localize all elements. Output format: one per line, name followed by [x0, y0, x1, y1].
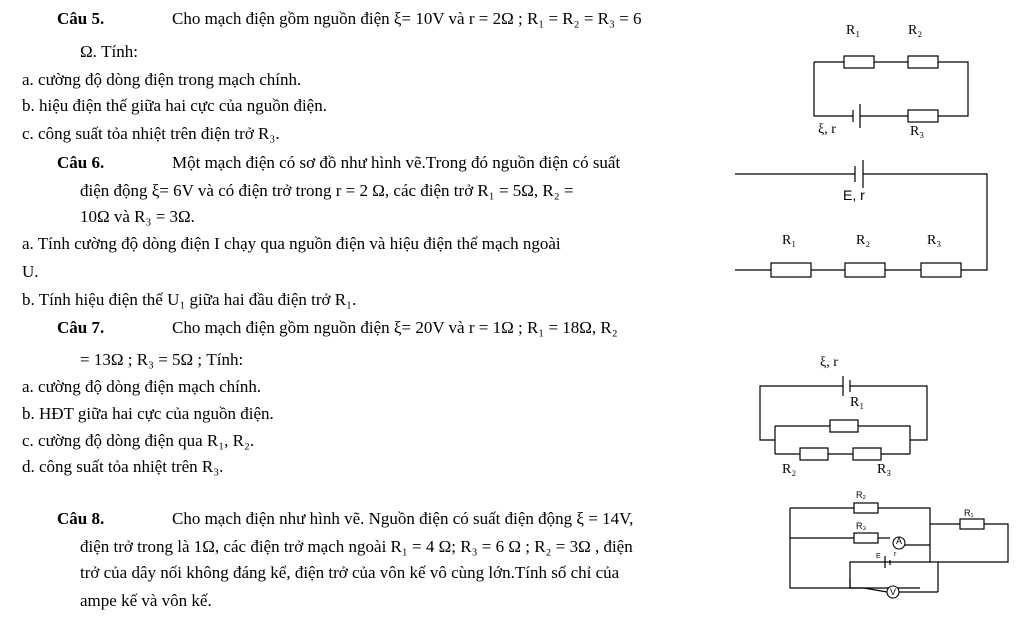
q7-fig-r3-label: R₃: [877, 462, 892, 477]
q7-line1: Cho mạch điện gồm nguồn điện ξ= 20V và r = 1Ω ; R₁ = 18Ω, R₂: [172, 318, 618, 337]
q8-line3: trở của dây nối không đáng kể, điện trở của vôn kế vô cùng lớn.Tính số chỉ của: [80, 563, 620, 582]
q8-fig-emf-label: E: [876, 553, 881, 560]
q6-item-a-line1: a. Tính cường độ dòng điện I chạy qua nguồn điện và hiệu điện thế mạch ngoài: [22, 234, 561, 253]
q7-fig-r2-label: R₂: [782, 462, 797, 477]
q8-title: Câu 8.: [57, 509, 105, 528]
q7-item-c: c. cường độ dòng điện qua R₁, R₂.: [22, 431, 255, 450]
q6-fig-r2-label: R₂: [856, 233, 871, 248]
q7-item-d: d. công suất tỏa nhiệt trên R₃.: [22, 457, 224, 476]
q5-fig-r3-label: R₃: [910, 124, 925, 139]
q7-item-a: a. cường độ dòng điện mạch chính.: [22, 377, 262, 396]
q5-item-b: b. hiệu điện thế giữa hai cực của nguồn điện.: [22, 96, 327, 115]
q7-item-b: b. HĐT giữa hai cực của nguồn điện.: [22, 404, 274, 423]
q6-item-b: b. Tính hiệu điện thế U₁ giữa hai đầu điện trở R₁.: [22, 290, 357, 309]
q7-fig-r1-label: R₁: [850, 395, 865, 410]
q8-fig-internal-r-label: r: [894, 551, 897, 558]
q8-fig-voltmeter-label: V: [890, 587, 897, 597]
q8-line2: điện trở trong là 1Ω, các điện trở mạch ngoài R₁ = 4 Ω; R₃ = 6 Ω ; R₂ = 3Ω , điện: [80, 537, 633, 556]
q8-fig-r2-label: R₂: [856, 490, 866, 500]
q6-line3: 10Ω và R₃ = 3Ω.: [80, 207, 195, 226]
q8-line1: Cho mạch điện như hình vẽ. Nguồn điện có suất điện động ξ = 14V,: [172, 509, 634, 528]
q5-circuit-diagram: [800, 48, 980, 128]
q7-circuit-diagram: [755, 368, 935, 463]
q5-fig-r2-label: R₂: [908, 23, 923, 38]
q5-fig-source-label: ξ, r: [818, 122, 836, 137]
q5-fig-r1-label: R₁: [846, 23, 861, 38]
q5-item-a: a. cường độ dòng điện trong mạch chính.: [22, 70, 302, 89]
q6-title: Câu 6.: [57, 153, 105, 172]
q6-fig-r3-label: R₃: [927, 233, 942, 248]
q8-line4: ampe kế và vôn kế.: [80, 591, 212, 610]
q5-item-c: c. công suất tỏa nhiệt trên điện trở R₃.: [22, 124, 280, 143]
q6-item-a-line2: U.: [22, 262, 39, 281]
q5-line1: Cho mạch điện gồm nguồn điện ξ= 10V và r = 2Ω ; R₁ = R₂ = R₃ = 6: [172, 9, 642, 28]
q7-line2: = 13Ω ; R₃ = 5Ω ; Tính:: [80, 350, 244, 369]
q8-fig-r3-label: R₃: [856, 521, 867, 531]
q6-fig-r1-label: R₁: [782, 233, 797, 248]
q7-fig-source-label: ξ, r: [820, 355, 838, 370]
q8-fig-r1-label: R₁: [964, 508, 974, 518]
q5-title: Câu 5.: [57, 9, 105, 28]
q7-title: Câu 7.: [57, 318, 105, 337]
q6-circuit-diagram: [735, 152, 995, 277]
q6-fig-source-label: E, r: [843, 187, 865, 203]
q5-line2: Ω. Tính:: [80, 42, 138, 61]
q8-circuit-diagram: [780, 488, 1015, 613]
q6-line2: điện động ξ= 6V và có điện trở trong r = 2 Ω, các điện trở R₁ = 5Ω, R₂ =: [80, 181, 574, 200]
q6-line1: Một mạch điện có sơ đồ như hình vẽ.Trong đó nguồn điện có suất: [172, 153, 621, 172]
q8-fig-ammeter-label: A: [896, 536, 903, 546]
